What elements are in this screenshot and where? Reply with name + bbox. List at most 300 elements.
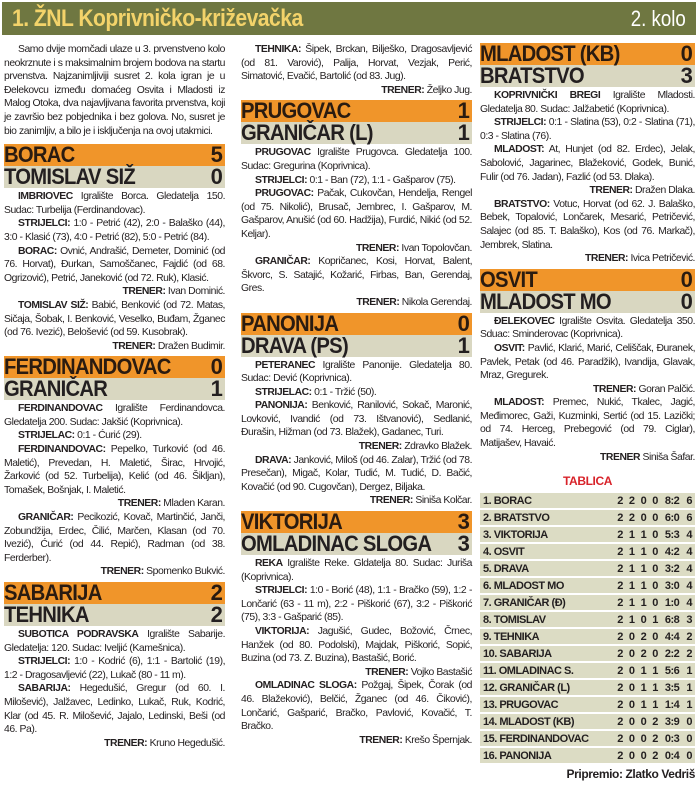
away-team-name: DRAVA (PS) — [241, 332, 348, 358]
scorers-text: 1:0 - Borić (48), 1:1 - Bračko (59), 1:2 - Lončarić (63 - 11 m), 2:2 - Piškorić (67), 3:2 - Piškorić (75), 3:3 - Gašparić (85). — [241, 585, 472, 624]
standings-table — [480, 491, 695, 765]
match-header — [4, 356, 225, 400]
page-banner — [2, 2, 696, 35]
home-lineup — [241, 625, 472, 666]
scorers-label: STRIJELAC: — [18, 430, 75, 442]
standings-row — [480, 493, 695, 508]
match-report — [241, 557, 472, 747]
home-lineup — [480, 143, 695, 184]
standings-cell: 0 — [683, 731, 695, 746]
standings-cell: 1:0 — [661, 595, 683, 610]
standings-cell: 4 — [683, 578, 695, 593]
standings-team: 14. MLADOST (KB) — [480, 714, 614, 729]
away-coach-text: Siniša Kolčar. — [415, 495, 472, 507]
home-coach-label: TRENER: — [117, 498, 161, 510]
venue-info-text: Igralište Reke. Gldatelja 80. Sudac: Juriša (Koprivnica). — [241, 558, 473, 583]
home-coach-label: TRENER: — [593, 383, 637, 395]
match-report — [480, 315, 695, 465]
standings-row — [480, 629, 695, 644]
home-lineup-text: Jagušić, Gudec, Božović, Črnec, Hanžek (od 80. Podolski), Majdak, Piškorić, Sopić, Buzina (od 73. Z. Buzina), Bastašić, Borić. — [241, 626, 473, 665]
home-team-bar — [480, 266, 695, 292]
away-coach-label: TRENER: — [585, 253, 629, 265]
match-panonija-drava — [241, 310, 473, 509]
away-lineup-text: Pecikozić, Kovač, Martinčić, Janči, Zobundžija, Erdec, Čilić, Marčen, Klasan (od 70. Ivezić), Ćurić (od 44. Repić), Radman (od 38. Ferderber). — [4, 512, 225, 564]
away-coach — [480, 451, 695, 465]
standings-cell: 0 — [649, 561, 661, 576]
home-coach-label: TRENER: — [104, 737, 148, 749]
standings-cell: 1 — [638, 578, 650, 593]
standings-cell: 3:9 — [661, 714, 683, 729]
standings-cell: 2 — [614, 629, 626, 644]
match-header — [4, 582, 225, 626]
away-lineup — [241, 43, 472, 84]
standings-row — [480, 714, 695, 729]
home-coach-text: Mladen Karan. — [163, 498, 225, 510]
scorers — [241, 584, 472, 625]
standings-team: 2. BRATSTVO — [480, 510, 614, 525]
venue-info-text: Igralište Borca. Gledatelja 150. Sudac: Turbelija (Ferdinandovac). — [4, 191, 226, 216]
standings-cell: 2 — [614, 731, 626, 746]
away-team-score: 1 — [210, 376, 222, 402]
away-lineup — [241, 679, 472, 733]
home-lineup-text: Pepelko, Turković (od 46. Maletić), Prevedan, H. Maletić, Širac, Hrvojić, Žarković (od 52. Turbelija), Kelić (od 46. Šikljan), Tomašek, Bošnjak, I. Maletić. — [4, 444, 226, 496]
standings-cell: 1:4 — [661, 697, 683, 712]
standings-cell: 0 — [638, 493, 650, 508]
standings-cell: 0 — [626, 748, 638, 763]
standings-cell: 2 — [614, 527, 626, 542]
standings-row — [480, 527, 695, 542]
venue-info-label: SUBOTICA PODRAVSKA — [18, 629, 139, 640]
standings-cell: 2 — [614, 544, 626, 559]
home-lineup — [4, 443, 225, 497]
home-lineup-label: VIKTORIJA: — [255, 626, 310, 637]
home-lineup — [4, 245, 225, 286]
standings-cell: 0 — [649, 527, 661, 542]
home-team-name: SABARIJA — [4, 580, 102, 605]
standings-cell: 2 — [614, 697, 626, 712]
away-lineup-label: OMLADINAC SLOGA: — [255, 680, 357, 692]
away-lineup — [480, 198, 695, 252]
match-prugovac-granicar — [241, 100, 472, 309]
away-coach-label: TRENER: — [369, 495, 413, 507]
venue-info — [241, 359, 472, 386]
standings-team: 11. OMLADINAC S. — [480, 663, 614, 678]
away-team-name: TOMISLAV SIŽ — [4, 164, 135, 190]
standings-cell: 2 — [638, 646, 650, 661]
standings-row — [480, 680, 695, 695]
standings-cell: 3:0 — [661, 578, 683, 593]
standings-cell: 2 — [614, 493, 626, 508]
standings-cell: 3 — [683, 612, 695, 627]
away-lineup-label: TOMISLAV SIŽ: — [18, 299, 89, 311]
standings-cell: 0 — [649, 629, 661, 644]
home-lineup-text: At, Hunjet (od 82. Erdec), Jelak, Sabolović, Jagarinec, Blažeković, Godek, Bunić, Fulir (od 76. Jadan), Fazlić (od 53. Dlaka). — [480, 144, 695, 183]
standings-cell: 1 — [626, 544, 638, 559]
standings-team: 6. MLADOST MO — [480, 578, 614, 593]
standings-cell: 2 — [683, 629, 695, 644]
standings-cell: 0 — [649, 510, 661, 525]
match-borac-tomislav — [4, 144, 225, 353]
away-lineup — [241, 454, 472, 495]
match-report — [4, 190, 225, 353]
standings-cell: 1 — [638, 697, 650, 712]
standings-cell: 4:2 — [661, 544, 683, 559]
away-coach — [241, 734, 472, 748]
home-lineup — [241, 399, 472, 440]
standings-cell: 0 — [649, 578, 661, 593]
home-team-bar — [241, 511, 472, 533]
standings-cell: 1 — [638, 527, 650, 542]
standings-cell: 1 — [626, 578, 638, 593]
match-report — [4, 402, 225, 579]
home-coach-text: Goran Palčić. — [638, 383, 695, 395]
standings-cell: 0:3 — [661, 731, 683, 746]
home-team-score: 3 — [457, 509, 469, 535]
standings-cell: 0:4 — [661, 748, 683, 763]
away-team-name: OMLADINAC SLOGA — [241, 531, 432, 557]
standings-cell: 2 — [638, 629, 650, 644]
standings-cell: 0 — [626, 697, 638, 712]
away-coach-label: TRENER: — [381, 84, 425, 96]
away-coach-label: TRENER: — [359, 734, 403, 746]
standings-cell: 2 — [614, 646, 626, 661]
home-team-score: 5 — [210, 142, 222, 168]
away-team-bar — [4, 166, 225, 188]
intro-text — [4, 43, 225, 138]
venue-info-label: IMBRIOVEC — [18, 191, 73, 203]
scorers — [480, 116, 695, 143]
standings-team: 9. TEHNIKA — [480, 629, 614, 644]
home-lineup — [241, 187, 472, 241]
home-lineup-label: PRUGOVAC: — [255, 188, 314, 200]
match-header — [241, 100, 472, 144]
venue-info — [4, 190, 225, 217]
scorers-text: 0:1 - Ban (72), 1:1 - Gašparov (75). — [309, 174, 456, 186]
away-lineup-label: MLADOST: — [494, 397, 545, 409]
home-coach — [480, 184, 695, 198]
home-team-name: VIKTORIJA — [241, 509, 342, 535]
standings-cell: 2 — [626, 510, 638, 525]
scorers — [241, 386, 472, 400]
away-lineup — [241, 255, 472, 296]
away-team-name: MLADOST MO — [480, 288, 611, 314]
match-ferdinandovac-granicar — [4, 356, 225, 579]
standings-cell: 2 — [614, 680, 626, 695]
home-lineup-label: FERDINANDOVAC: — [18, 444, 106, 456]
home-coach-label: TRENER: — [358, 441, 402, 453]
home-team-score: 2 — [210, 580, 222, 605]
home-coach-text: Ivan Topolovčan. — [401, 242, 472, 254]
away-team-score: 3 — [457, 531, 469, 557]
standings-row — [480, 646, 695, 661]
venue-info — [4, 628, 225, 655]
home-lineup — [4, 682, 225, 736]
away-coach-text: Dražen Budimir. — [157, 340, 225, 352]
scorers — [4, 217, 225, 244]
home-coach-text: Zdravko Blažek. — [404, 441, 472, 453]
standings-cell: 0 — [683, 748, 695, 763]
home-coach-label: TRENER: — [122, 286, 166, 298]
away-team-bar — [4, 378, 225, 400]
standings-cell: 0 — [638, 748, 650, 763]
away-lineup-text: Šipek, Brckan, Bilješko, Dragosavljević (od 81. Varović), Palija, Horvat, Vezjak, Perić, Simatović, Evačić, Bartolić (od 83. Jug). — [241, 44, 472, 83]
home-team-bar — [241, 100, 472, 122]
home-coach-label: TRENER: — [355, 242, 399, 254]
home-coach — [241, 666, 472, 680]
standings-cell: 2 — [649, 748, 661, 763]
standings-team: 8. TOMISLAV — [480, 612, 614, 627]
home-team-score: 1 — [457, 98, 469, 124]
standings-row — [480, 510, 695, 525]
scorers-label: STRIJELCI: — [18, 218, 71, 230]
home-team-bar — [480, 43, 695, 65]
standings-cell: 0 — [626, 714, 638, 729]
standings-cell: 0 — [626, 731, 638, 746]
scorers-label: STRIJELCI: — [255, 174, 308, 186]
standings-cell: 1 — [638, 544, 650, 559]
away-coach-text: Spomenko Bukvić. — [146, 566, 225, 578]
away-team-bar — [241, 533, 472, 555]
venue-info-text: Igralište Sabarije. Gledatelja: 120. Sudac: Iveljić (Kamešnica). — [4, 629, 225, 654]
intro-paragraph: Samo dvije momčadi ulaze u 3. prvenstveno kolo neokrznute i s maksimalnim brojem bodova na startu prvenstva. Najzanimljiviji susret 2. kola igran je u Đelekovcu između domaćeg Osvita i Mladosti iz Malog Otoka, dva najavljivana favorita prvenstva, koji je završio bez pobjednika i bez golova. No, susret je bio zanimljiv, a bilo je i isključenja na ovoj utakmici. — [4, 44, 225, 137]
standings-cell: 1 — [638, 663, 650, 678]
away-team-bar — [480, 65, 695, 87]
away-lineup-label: GRANIČAR: — [255, 256, 311, 268]
standings-team: 16. PANONIJA — [480, 748, 614, 763]
away-team-bar — [4, 604, 225, 626]
home-coach-text: Dražen Dlaka. — [635, 185, 695, 197]
away-lineup-text: Premec, Nukić, Tkalec, Jagić, Međimorec, Gaži, Kuzminki, Sertić (od 15. Lazički; od 74. Herceg, Prebegović (od 79. Ciglar), Matijašev, Havaić. — [480, 397, 695, 450]
away-coach — [241, 494, 472, 508]
home-team-name: FERDINANDOVAC — [4, 354, 171, 380]
standings-cell: 6:8 — [661, 612, 683, 627]
standings-row — [480, 731, 695, 746]
away-team-bar — [480, 288, 695, 314]
venue-info-text: Igralište Mladosti. Gledatelja 80. Sudac: Jalžabetić (Koprivnica). — [480, 90, 695, 115]
away-coach — [480, 252, 695, 266]
away-coach-label: TRENER: — [112, 340, 156, 352]
away-lineup-text: Kopričanec, Kosi, Horvat, Balent, Škvorc, S. Satajić, Kožarić, Firbas, Ban, Gerendaj, Gres. — [241, 256, 473, 295]
match-header — [4, 144, 225, 188]
venue-info — [241, 146, 472, 173]
home-team-score: 0 — [680, 266, 692, 292]
venue-info-label: ĐELEKOVEC — [494, 315, 555, 327]
standings-cell: 4 — [683, 544, 695, 559]
standings-row — [480, 612, 695, 627]
standings-cell: 0 — [683, 714, 695, 729]
away-team-name: GRANIČAR — [4, 376, 108, 402]
home-team-name: MLADOST (KB) — [480, 41, 620, 66]
standings-cell: 4 — [683, 561, 695, 576]
venue-info-label: FERDINANDOVAC — [18, 403, 103, 415]
match-report — [4, 628, 225, 750]
home-lineup-label: MLADOST: — [494, 144, 545, 156]
home-team-bar — [241, 310, 472, 336]
standings-team: 5. DRAVA — [480, 561, 614, 576]
home-coach-label: TRENER: — [589, 185, 633, 197]
league-title: 1. ŽNL Koprivničko-križevačka — [12, 4, 303, 32]
standings-cell: 5:3 — [661, 527, 683, 542]
away-lineup — [480, 396, 695, 450]
match-sabarija-tehnika — [4, 582, 225, 750]
home-coach — [4, 285, 225, 299]
away-team-score: 2 — [210, 602, 222, 627]
away-lineup-text: Votuc, Horvat (od 62. J. Balaško, Bebek, Topalović, Lončarek, Mesarić, Petričević, Salajec (od 85. T. Balaško), Kos (od 76. Markač), Jembrek, Slatina. — [480, 198, 696, 251]
venue-info — [480, 315, 695, 342]
standings-cell: 1 — [626, 595, 638, 610]
away-team-score: 1 — [457, 332, 469, 358]
standings-cell: 2 — [614, 561, 626, 576]
home-coach — [241, 440, 472, 454]
away-lineup-label: TEHNIKA: — [255, 44, 302, 55]
standings-cell: 1 — [683, 680, 695, 695]
standings-cell: 2 — [614, 714, 626, 729]
away-lineup — [4, 511, 225, 565]
standings-row — [480, 748, 695, 763]
standings-title: TABLICA — [563, 474, 612, 489]
standings-cell: 2 — [614, 510, 626, 525]
venue-info — [241, 557, 472, 584]
standings-cell: 6 — [683, 493, 695, 508]
home-lineup-text: Benković, Ranilović, Sokač, Maronić, Lovković, Ivandić (od 73. Ištvanović), Sedlanić, Đurašin, Hižman (od 73. Blažek), Gadanec, Turi. — [241, 400, 472, 439]
away-lineup-text: Janković, Miloš (od 46. Zalar), Tržić (od 78. Presečan), Migač, Kolar, Tudić, M. Tudić, D. Bačić, Kovačić (od 90. Cugovčan), Dergez, Biljaka. — [241, 454, 473, 493]
standings-cell: 2 — [683, 646, 695, 661]
match-header — [241, 511, 472, 555]
scorers-text: 1:0 - Kodrić (6), 1:1 - Bartolić (19), 1:2 - Dragosavljević (22), Lukač (80 - 11 m). — [4, 656, 226, 681]
home-coach — [480, 383, 695, 397]
away-coach-label: TRENER: — [100, 566, 144, 578]
standings-cell: 6:0 — [661, 510, 683, 525]
standings-cell: 1 — [649, 612, 661, 627]
standings-cell: 3:5 — [661, 680, 683, 695]
standings-row — [480, 595, 695, 610]
standings-cell: 1 — [626, 612, 638, 627]
venue-info-text: Igralište Prugovca. Gledatelja 100. Sudac: Gregurina (Koprivnica). — [241, 147, 472, 172]
away-team-name: GRANIČAR (L) — [241, 120, 373, 146]
scorers-label: STRIJELAC: — [255, 386, 312, 398]
home-lineup-text: Hegedušić, Gregur (od 60. I. Milošević), Jalžavec, Ledinko, Lukač, Ruk, Kodrić, Klar (od 45. R. Milošević, Jajalo, Ledinski, Beši (od 46. Pa). — [4, 683, 225, 736]
standings-cell: 8:2 — [661, 493, 683, 508]
scorers — [4, 655, 225, 682]
column-2 — [241, 40, 472, 747]
standings-cell: 2 — [614, 612, 626, 627]
standings-cell: 2 — [649, 731, 661, 746]
scorers-text: 1:0 - Petrić (42), 2:0 - Balaško (44), 3:0 - Klasić (73), 4:0 - Petrić (82), 5:0 - Petrić (84). — [4, 218, 225, 243]
standings-cell: 4 — [683, 595, 695, 610]
column-3 — [480, 40, 695, 781]
standings-row — [480, 561, 695, 576]
away-coach-text: Ivica Petričević. — [630, 253, 695, 265]
home-team-score: 0 — [457, 310, 469, 336]
standings-cell: 0 — [649, 595, 661, 610]
home-team-name: PRUGOVAC — [241, 98, 351, 124]
away-lineup-label: BRATSTVO: — [494, 198, 550, 210]
standings-team: 15. FERDINANDOVAC — [480, 731, 614, 746]
home-coach — [4, 737, 225, 751]
home-lineup-label: PANONIJA: — [255, 400, 308, 412]
standings-row — [480, 663, 695, 678]
standings-cell: 4 — [683, 527, 695, 542]
standings-cell: 0 — [626, 629, 638, 644]
home-lineup-label: OSVIT: — [494, 342, 525, 354]
scorers-label: STRIJELCI: — [18, 656, 71, 668]
home-team-bar — [4, 582, 225, 604]
home-coach-text: Ivan Dominić. — [167, 286, 225, 298]
standings-cell: 6 — [683, 510, 695, 525]
match-report-cont — [241, 43, 472, 97]
standings-cell: 2 — [614, 578, 626, 593]
match-viktorija-omladinac — [241, 511, 472, 747]
match-mladost-bratstvo — [480, 43, 695, 266]
away-coach-text: Krešo Špernjak. — [404, 734, 472, 746]
home-lineup-label: SABARIJA: — [18, 683, 71, 695]
home-coach-text: Vojko Bastašić — [410, 666, 472, 678]
standings-cell: 2 — [626, 493, 638, 508]
scorers — [241, 174, 472, 188]
away-coach — [241, 84, 472, 98]
standings-team: 4. OSVIT — [480, 544, 614, 559]
standings-cell: 0 — [638, 510, 650, 525]
standings-cell: 0 — [626, 680, 638, 695]
match-report — [241, 146, 472, 309]
standings-team: 7. GRANIČAR (Đ) — [480, 595, 614, 610]
standings-team: 12. GRANIČAR (L) — [480, 680, 614, 695]
home-lineup-text: Pavlić, Klarić, Marić, Celiščak, Đuranek, Pavlek, Petak (od 46. Paradžik), Ivandija, Glavak, Mraz, Gregurek. — [480, 342, 696, 382]
away-coach-text: Siniša Šafar. — [642, 451, 695, 463]
match-osvit-mladost — [480, 266, 696, 465]
away-lineup-text: Požgaj, Šipek, Čorak (od 46. Blažeković), Belčić, Žganec (od 46. Čiković), Lončarić, Gašparić, Bračko, Pavlović, Kovačić, T. Bračko. — [241, 680, 472, 733]
away-coach-label: TRENER: — [356, 296, 400, 308]
home-lineup-text: Ovnić, Andrašić, Demeter, Dominić (od 76. Horvat), Đurkan, Samoščanec, Fajdić (od 68. Ogrizović), Petrić, Janeković (od 72. Ruk), Klasić. — [4, 245, 225, 284]
home-team-name: OSVIT — [480, 266, 538, 292]
venue-info — [4, 402, 225, 429]
match-report — [480, 89, 695, 266]
standings-cell: 0 — [638, 612, 650, 627]
standings-row — [480, 578, 695, 593]
home-coach-label: TRENER: — [365, 666, 409, 678]
scorers-text: 0:1 - Slatina (53), 0:2 - Slatina (71), 0:3 - Slatina (76). — [480, 117, 695, 142]
away-team-score: 0 — [680, 288, 692, 314]
scorers-label: STRIJELCI: — [494, 117, 547, 129]
standings-cell: 0 — [649, 544, 661, 559]
home-coach-text: Kruno Hegedušić. — [149, 737, 225, 749]
standings-row — [480, 544, 695, 559]
standings-cell: 2:2 — [661, 646, 683, 661]
venue-info-text: Igralište Osvita. Gledatelja 350. Sduac: Sminderovac (Koprivnica). — [480, 315, 696, 341]
standings-cell: 1 — [626, 527, 638, 542]
home-coach — [4, 497, 225, 511]
away-lineup-text: Babić, Benković (od 72. Matas, Sičaja, Šobak, I. Benković, Veselko, Buđam, Žganec (od 76. Ivezić), Belošević (od 59. Kusobrak). — [4, 299, 225, 339]
standings-cell: 1 — [649, 680, 661, 695]
standings-cell: 0 — [638, 714, 650, 729]
home-lineup-text: Pačak, Cukovčan, Hendelja, Rengel (od 75. Nikolić), Brusač, Jembrec, I. Gašparov, M. Gašparov, Anušić (od 60. Hadžija), Furdić, Nikić (od 52. Keljar). — [241, 188, 472, 240]
away-team-score: 1 — [457, 120, 469, 146]
venue-info-label: REKA — [255, 558, 283, 570]
away-lineup — [4, 299, 225, 340]
away-lineup-label: GRANIČAR: — [18, 512, 74, 524]
match-header — [480, 266, 695, 314]
away-lineup-label: DRAVA: — [255, 454, 292, 466]
standings-cell: 0 — [649, 493, 661, 508]
venue-info-text: Igralište Panonije. Gledatelja 80. Sudac: Dević (Koprivnica). — [241, 359, 473, 385]
standings-cell: 0 — [638, 731, 650, 746]
round-label: 2. kolo — [630, 5, 686, 31]
standings-cell: 2 — [614, 748, 626, 763]
standings-cell: 1 — [683, 663, 695, 678]
away-coach-label: TRENER — [600, 451, 641, 463]
match-sabarija-tehnika-cont — [241, 43, 472, 97]
away-coach-text: Željko Jug. — [426, 84, 472, 96]
